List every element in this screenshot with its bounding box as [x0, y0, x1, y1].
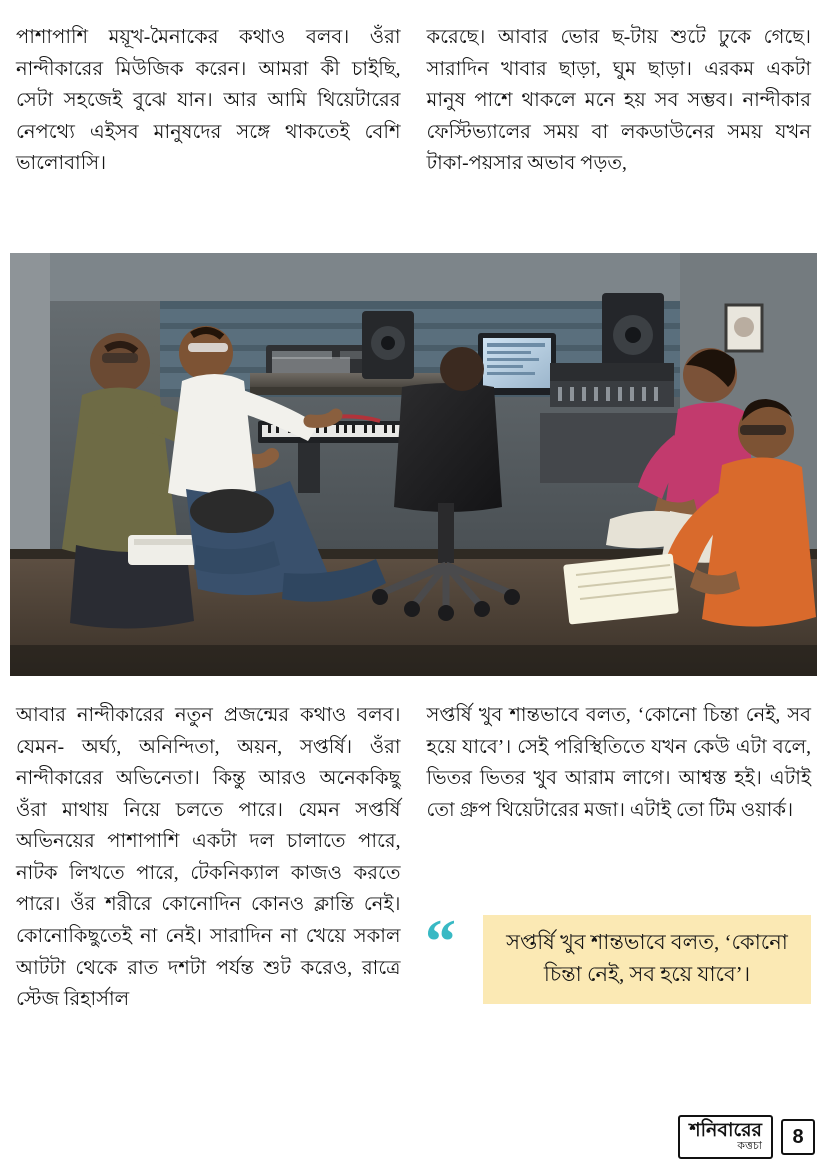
paragraph: সপ্তর্ষি খুব শান্তভাবে বলত, ‘কোনো চিন্তা নেই, সব হয়ে যাবে’। সেই পরিস্থিতিতে যখন কেউ এটা বলে, ভিতর ভিতর খুব আরাম লাগে। আশ্বস্ত হই। এটাই তো গ্রুপ থিয়েটারের মজা। এটাই তো টিম ওয়ার্ক।: [426, 705, 811, 821]
magazine-logo: [678, 1115, 773, 1159]
studio-photo: [10, 253, 817, 676]
top-column-left: [16, 22, 401, 180]
page-footer: [678, 1115, 815, 1159]
pullquote-block: [425, 908, 811, 1004]
top-column-right: [427, 22, 812, 180]
paragraph: আবার নান্দীকারের নতুন প্রজন্মের কথাও বলব। যেমন- অর্ঘ্য, অনিন্দিতা, অয়ন, সপ্তর্ষি। ওঁরা নান্দীকারের অভিনেতা। কিন্তু আরও অনেককিছু ওঁরা মাথায় নিয়ে চলতে পারে। যেমন সপ্তর্ষি অভিনয়ের পাশাপাশি একটা দল চালাতে পারে, নাটক লিখতে পারে, টেকনিক্যাল কাজও করতে পারে। ওঁর শরীরে কোনোদিন কোনও ক্লান্তি নেই। কোনোকিছুতেই না নেই। সারাদিন না খেয়ে সকাল আটটা থেকে রাত দশটা পর্যন্ত শুট করেও, রাত্রে স্টেজ রিহার্সাল: [16, 705, 401, 1011]
quote-mark-icon: “: [425, 908, 456, 976]
paragraph: করেছে। আবার ভোর ছ-টায় শুটে ঢুকে গেছে। সারাদিন খাবার ছাড়া, ঘুম ছাড়া। এরকম একটা মানুষ পাশে থাকলে মনে হয় সব সম্ভব। নান্দীকার ফেস্টিভ্যালের সময় বা লকডাউনের সময় যখন টাকা-পয়সার অভাব পড়ত,: [426, 27, 811, 175]
bottom-column-left: [16, 700, 401, 1016]
pullquote-box: [483, 915, 811, 1004]
top-text-columns: [16, 22, 811, 180]
pullquote-text: সপ্তর্ষি খুব শান্তভাবে বলত, ‘কোনো চিন্তা নেই, সব হয়ে যাবে’।: [506, 930, 788, 986]
logo-subtitle: কত্তচা: [737, 1140, 762, 1152]
page-number: 8: [781, 1119, 815, 1155]
logo-title: শনিবারের: [689, 1120, 762, 1142]
paragraph: পাশাপাশি ময়ূখ-মৈনাকের কথাও বলব। ওঁরা নান্দীকারের মিউজিক করেন। আমরা কী চাইছি, সেটা সহজেই বুঝে যান। আর আমি থিয়েটারের নেপথ্যে এইসব মানুষদের সঙ্গে থাকতেই বেশি ভালোবাসি।: [16, 27, 401, 175]
